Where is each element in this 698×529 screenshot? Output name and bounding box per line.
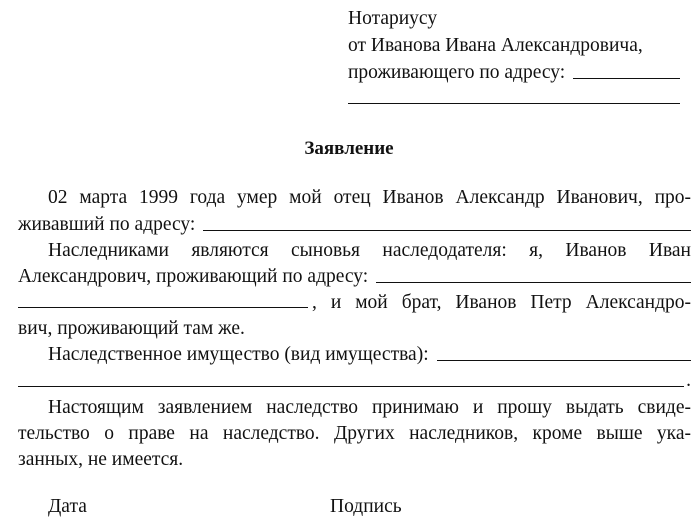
heir-address-label: Александрович, проживающий по адресу: [18, 266, 369, 287]
deceased-address-blank [203, 230, 691, 231]
brother-text: , и мой брат, Иванов Петр Александро- [312, 292, 691, 313]
paragraph-2-line-3 [18, 291, 691, 315]
paragraph-1-line-2 [18, 213, 691, 237]
applicant-address-line [348, 61, 680, 85]
property-blank-2 [18, 386, 684, 387]
applicant-address-blank [573, 78, 680, 79]
paragraph-2-line-1: Наследниками являются сыновья наследодателя: я, Иванов Иван [48, 240, 691, 261]
document-title: Заявление [304, 138, 394, 159]
signature-label: Подпись [330, 496, 402, 517]
applicant-name-line: от Иванова Ивана Александровича, [348, 35, 643, 56]
paragraph-4-line-2: тельство о праве на наследство. Других наследников, кроме выше ука- [18, 423, 691, 444]
property-blank [437, 360, 691, 361]
paragraph-4-line-3: занных, не имеется. [18, 449, 184, 470]
applicant-address-blank-2 [348, 103, 680, 104]
paragraph-3-line-2 [18, 369, 691, 393]
addressee-line: Нотариусу [348, 8, 438, 29]
applicant-address-label: проживающего по адресу: [348, 62, 566, 83]
property-label: Наследственное имущество (вид имущества): [48, 344, 429, 365]
date-label: Дата [48, 496, 87, 517]
heir-address-blank [376, 282, 691, 283]
paragraph-4-line-1: Настоящим заявлением наследство принимаю и прошу выдать свиде- [48, 397, 691, 418]
heir-address-blank-2 [18, 291, 308, 308]
paragraph-3-line-1 [48, 343, 691, 367]
paragraph-1-line-1: 02 марта 1999 года умер мой отец Иванов Александр Иванович, про- [48, 187, 691, 208]
paragraph-2-line-4: вич, проживающий там же. [18, 318, 245, 339]
property-end-period: . [686, 370, 691, 391]
deceased-address-label: живавший по адресу: [18, 214, 196, 235]
paragraph-2-line-2 [18, 265, 691, 289]
